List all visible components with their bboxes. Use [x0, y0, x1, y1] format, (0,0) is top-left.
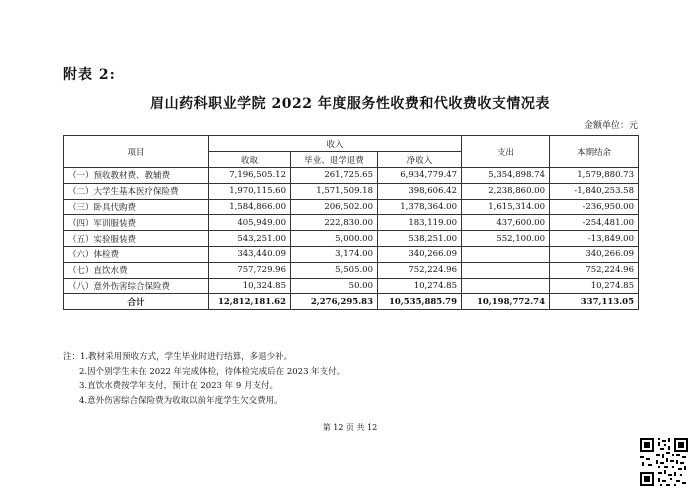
row-expense: 5,354,898.74 — [462, 168, 550, 184]
notes-section — [63, 350, 345, 408]
page-number: 第 12 页 共 12 — [322, 423, 378, 432]
row-expense: 437,600.00 — [462, 215, 550, 231]
table-row — [64, 168, 639, 184]
header-balance: 本期结余 — [550, 136, 639, 168]
row-net: 1,378,364.00 — [378, 199, 462, 215]
page-title: 眉山药科职业学院 2022 年度服务性收费和代收费收支情况表 — [150, 96, 550, 112]
note-1: 注：1.教材采用预收方式，学生毕业时进行结算，多退少补。 — [63, 352, 293, 362]
row-balance: -236,950.00 — [550, 199, 639, 215]
total-label: 合计 — [64, 294, 209, 310]
row-item: （八）意外伤害综合保险费 — [64, 278, 209, 294]
row-net: 752,224.96 — [378, 262, 462, 278]
row-item: （三）卧具代购费 — [64, 199, 209, 215]
fee-report-table — [63, 135, 639, 310]
row-collected: 543,251.00 — [209, 231, 291, 247]
total-balance: 337,113.05 — [550, 294, 639, 310]
row-collected: 405,949.00 — [209, 215, 291, 231]
row-refund: 206,502.00 — [291, 199, 378, 215]
total-refund: 2,276,295.83 — [291, 294, 378, 310]
row-item: （二）大学生基本医疗保险费 — [64, 183, 209, 199]
row-net: 538,251.00 — [378, 231, 462, 247]
row-refund: 5,000.00 — [291, 231, 378, 247]
table-row — [64, 183, 639, 199]
header-collected: 收取 — [209, 152, 291, 168]
header-item: 项目 — [64, 136, 209, 168]
row-collected: 10,324.85 — [209, 278, 291, 294]
row-balance: 752,224.96 — [550, 262, 639, 278]
row-expense: 2,238,860.00 — [462, 183, 550, 199]
row-balance: 1,579,880.73 — [550, 168, 639, 184]
header-expense: 支出 — [462, 136, 550, 168]
row-collected: 343,440.09 — [209, 246, 291, 262]
row-net: 10,274.85 — [378, 278, 462, 294]
row-collected: 757,729.96 — [209, 262, 291, 278]
total-collected: 12,812,181.62 — [209, 294, 291, 310]
row-item: （七）直饮水费 — [64, 262, 209, 278]
row-expense — [462, 262, 550, 278]
total-expense: 10,198,772.74 — [462, 294, 550, 310]
row-item: （一）预收教材费、教辅费 — [64, 168, 209, 184]
row-item: （六）体检费 — [64, 246, 209, 262]
header-refund: 毕业、退学退费 — [291, 152, 378, 168]
table-row — [64, 215, 639, 231]
row-refund: 3,174.00 — [291, 246, 378, 262]
header-income: 收入 — [209, 136, 462, 152]
row-collected: 1,584,866.00 — [209, 199, 291, 215]
row-refund: 50.00 — [291, 278, 378, 294]
row-refund: 261,725.65 — [291, 168, 378, 184]
row-balance: -1,840,253.58 — [550, 183, 639, 199]
note-3: 3.直饮水费按学年支付，预计在 2023 年 9 月支付。 — [79, 381, 278, 391]
table-row — [64, 262, 639, 278]
row-balance: -13,849.00 — [550, 231, 639, 247]
table-row — [64, 246, 639, 262]
row-item: （四）军训服装费 — [64, 215, 209, 231]
row-refund: 222,830.00 — [291, 215, 378, 231]
row-refund: 5,505.00 — [291, 262, 378, 278]
header-net-income: 净收入 — [378, 152, 462, 168]
row-net: 398,606.42 — [378, 183, 462, 199]
row-expense: 552,100.00 — [462, 231, 550, 247]
row-net: 6,934,779.47 — [378, 168, 462, 184]
row-balance: 340,266.09 — [550, 246, 639, 262]
table-row — [64, 231, 639, 247]
row-item: （五）实验服装费 — [64, 231, 209, 247]
row-balance: 10,274.85 — [550, 278, 639, 294]
appendix-label: 附表 2: — [63, 67, 116, 83]
note-4: 4.意外伤害综合保险费为收取以前年度学生欠交费用。 — [79, 395, 283, 406]
total-row — [64, 294, 639, 310]
note-2: 2.因个别学生未在 2022 年完成体检，待体检完成后在 2023 年支付。 — [79, 366, 346, 377]
currency-unit: 金额单位：元 — [583, 121, 638, 131]
table-row — [64, 199, 639, 215]
table-row — [64, 278, 639, 294]
row-net: 183,119.00 — [378, 215, 462, 231]
row-collected: 1,970,115.60 — [209, 183, 291, 199]
qr-code-icon — [640, 438, 688, 486]
row-expense — [462, 278, 550, 294]
row-expense — [462, 246, 550, 262]
row-refund: 1,571,509.18 — [291, 183, 378, 199]
row-collected: 7,196,505.12 — [209, 168, 291, 184]
row-expense: 1,615,314.00 — [462, 199, 550, 215]
total-net: 10,535,885.79 — [378, 294, 462, 310]
row-net: 340,266.09 — [378, 246, 462, 262]
row-balance: -254,481.00 — [550, 215, 639, 231]
